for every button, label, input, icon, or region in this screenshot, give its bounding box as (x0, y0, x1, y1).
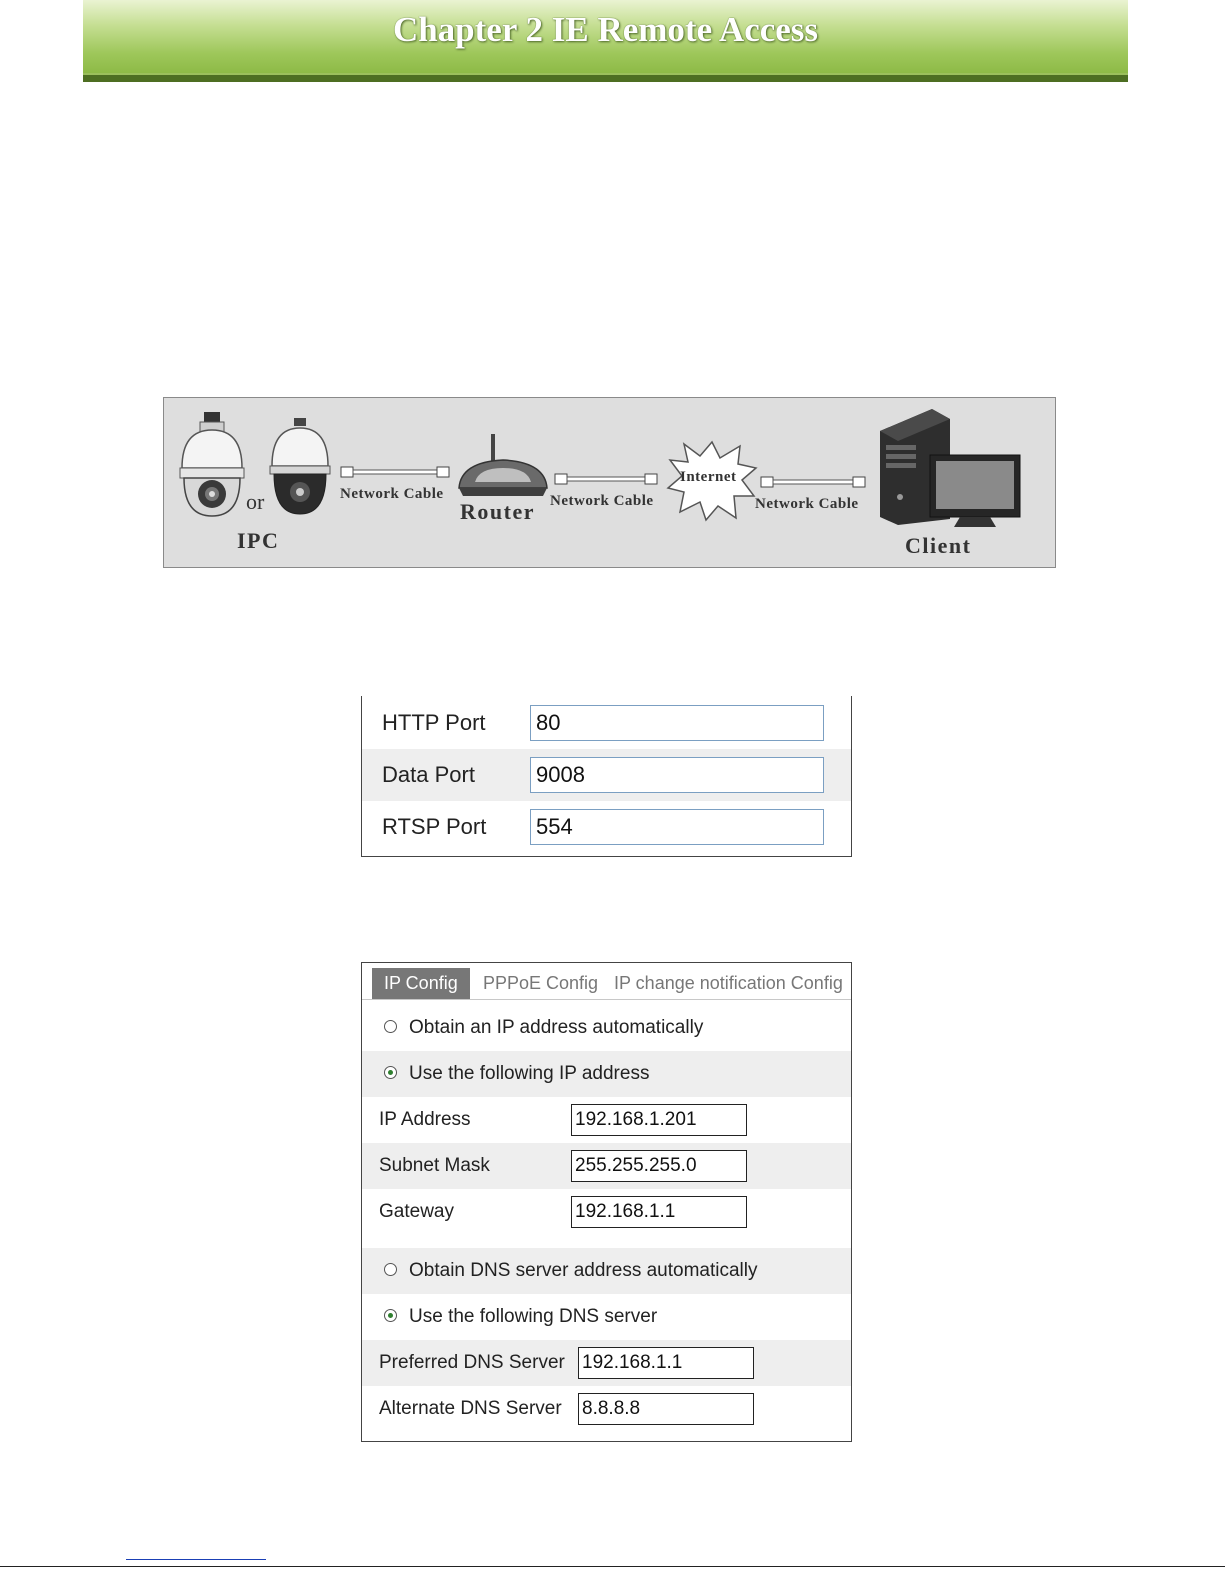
tab-ip-change-notification-config[interactable]: IP change notification Config (614, 973, 843, 993)
alternate-dns-row (362, 1386, 851, 1432)
ip-address-row (362, 1097, 851, 1143)
rtsp-port-label: RTSP Port (382, 814, 487, 839)
data-port-input[interactable]: 9008 (530, 757, 824, 793)
ip-auto-label: Obtain an IP address automatically (409, 1017, 704, 1038)
dns-manual-option[interactable] (362, 1294, 851, 1340)
config-tab-bar (362, 963, 851, 1000)
network-cable-icon (555, 471, 657, 487)
client-label: Client (905, 533, 972, 558)
http-port-row (362, 697, 851, 749)
preferred-dns-label: Preferred DNS Server (379, 1352, 565, 1373)
ip-address-label: IP Address (379, 1109, 471, 1130)
gateway-label: Gateway (379, 1201, 454, 1222)
ip-auto-option[interactable] (362, 1005, 851, 1051)
preferred-dns-input[interactable]: 192.168.1.1 (578, 1347, 754, 1379)
gateway-row (362, 1189, 851, 1235)
data-port-row (362, 749, 851, 801)
ip-config-panel (361, 962, 852, 1442)
alternate-dns-input[interactable]: 8.8.8.8 (578, 1393, 754, 1425)
rtsp-port-input[interactable]: 554 (530, 809, 824, 845)
tab-ip-config[interactable]: IP Config (372, 968, 470, 999)
gateway-input[interactable]: 192.168.1.1 (571, 1196, 747, 1228)
subnet-mask-label: Subnet Mask (379, 1155, 490, 1176)
network-cable-label-2: Network Cable (550, 493, 654, 509)
subnet-mask-input[interactable]: 255.255.255.0 (571, 1150, 747, 1182)
dns-auto-label: Obtain DNS server address automatically (409, 1260, 758, 1281)
ip-manual-option[interactable] (362, 1051, 851, 1097)
chapter-title: Chapter 2 IE Remote Access (392, 10, 819, 49)
dns-manual-radio[interactable] (384, 1309, 397, 1322)
footer-link-underline (126, 1559, 266, 1560)
network-cable-label-1: Network Cable (340, 486, 444, 502)
client-computer-icon (876, 409, 1026, 529)
ip-manual-label: Use the following IP address (409, 1063, 650, 1084)
network-cable-icon (341, 464, 449, 480)
speed-dome-camera-icon (268, 418, 332, 518)
rtsp-port-row (362, 801, 851, 853)
network-cable-icon (761, 474, 865, 490)
http-port-label: HTTP Port (382, 710, 486, 735)
port-settings-panel (361, 696, 852, 857)
router-icon (457, 434, 549, 498)
dns-auto-option[interactable] (362, 1248, 851, 1294)
tab-pppoe-config[interactable]: PPPoE Config (483, 973, 599, 993)
ip-manual-radio[interactable] (384, 1066, 397, 1079)
alternate-dns-label: Alternate DNS Server (379, 1398, 562, 1419)
ip-auto-radio[interactable] (384, 1020, 397, 1033)
preferred-dns-row (362, 1340, 851, 1386)
network-topology-diagram (163, 397, 1056, 568)
dome-camera-icon (178, 412, 246, 520)
dns-manual-label: Use the following DNS server (409, 1306, 658, 1327)
footer-divider (0, 1566, 1225, 1567)
http-port-input[interactable]: 80 (530, 705, 824, 741)
or-label: or (246, 489, 265, 514)
subnet-mask-row (362, 1143, 851, 1189)
network-cable-label-3: Network Cable (755, 496, 859, 512)
router-label: Router (460, 499, 535, 524)
ipc-label: IPC (237, 528, 280, 553)
dns-auto-radio[interactable] (384, 1263, 397, 1276)
internet-label: Internet (680, 469, 737, 485)
chapter-banner (83, 0, 1128, 82)
ip-address-input[interactable]: 192.168.1.201 (571, 1104, 747, 1136)
data-port-label: Data Port (382, 762, 475, 787)
